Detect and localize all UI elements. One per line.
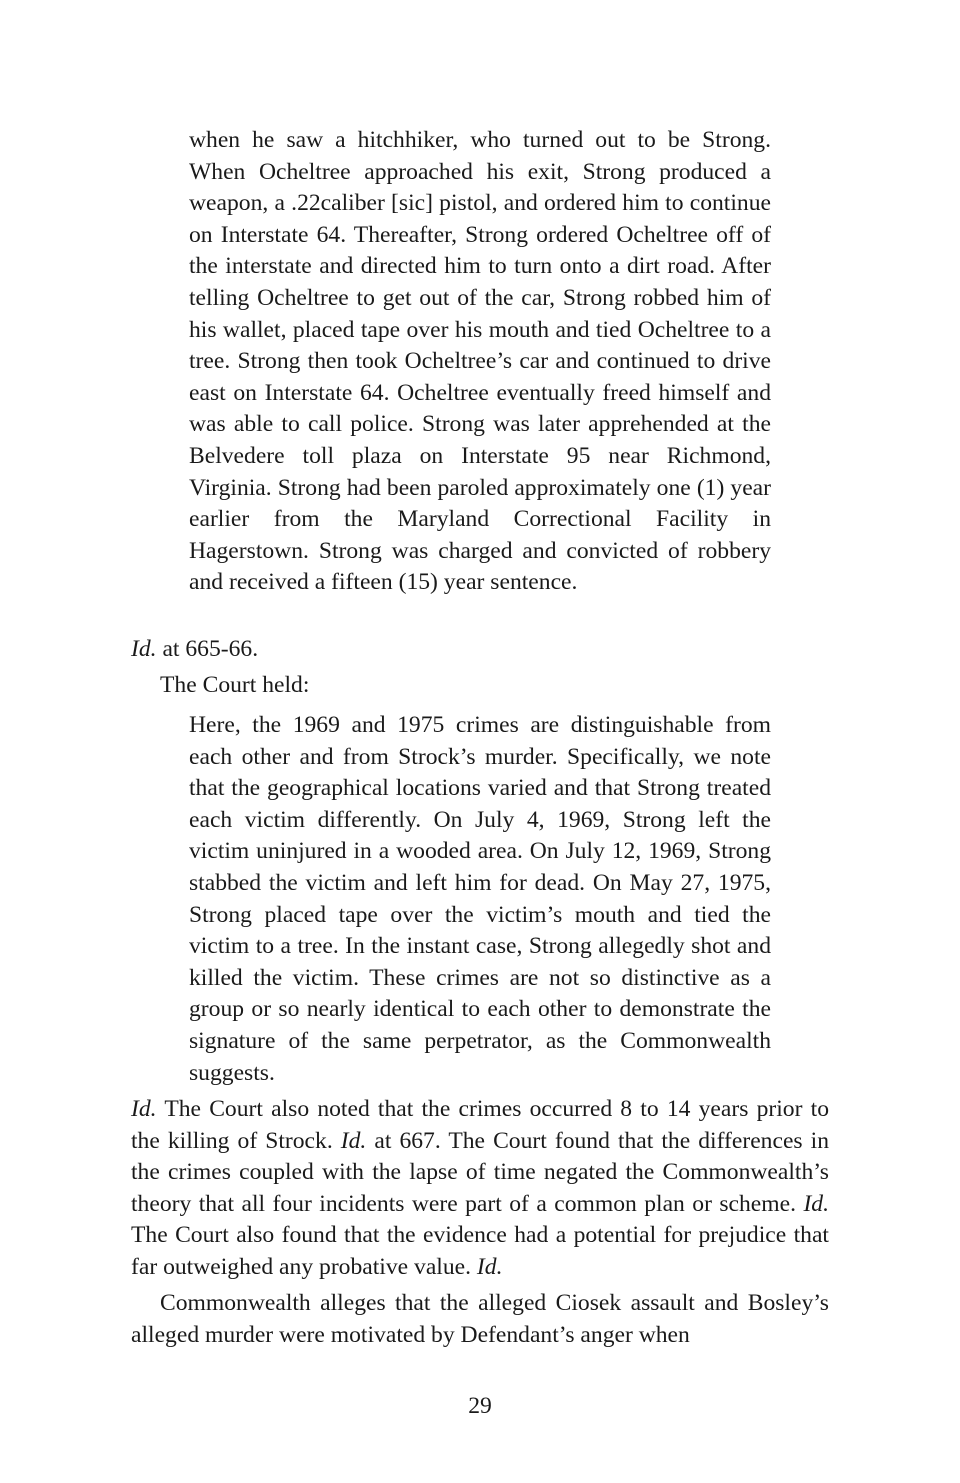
- citation-pages: at 665-66.: [156, 636, 259, 662]
- citation-line: [131, 634, 258, 666]
- court-held-intro: The Court held:: [160, 672, 310, 698]
- body-paragraph-commonwealth: Commonwealth alleges that the alleged Ciosek assault and Bosley’s alleged murder were motivated by Defendant’s anger when: [131, 1290, 829, 1348]
- paragraph-text: The Court also found that the evidence had a potential for prejudice that far outweighed any probative value.: [131, 1222, 829, 1280]
- citation-id: Id.: [340, 1127, 367, 1154]
- body-paragraph-court-findings: [131, 1094, 829, 1284]
- paragraph-text: The Court also noted that the crimes occurred 8 to 14 years prior to the killing of Strock.: [131, 1096, 829, 1154]
- block-quote-ocheltree: when he saw a hitchhiker, who turned out to be Strong. When Ocheltree approached his exit, Strong produced a weapon, a .22caliber [sic] pistol, and ordered him to continue on Interstate 64. Thereafter, Strong ordered Ocheltree off of the interstate and directed him to turn onto a dirt road. After telling Ocheltree to get out of the car, Strong robbed him of his wallet, placed tape over his mouth and tied Ocheltree to a tree. Strong then took Ocheltree’s car and continued to drive east on Interstate 64. Ocheltree eventually freed himself and was able to call police. Strong was later apprehended at the Belvedere toll plaza on Interstate 95 near Richmond, Virginia. Strong had been paroled approximately one (1) year earlier from the Maryland Correctional Facility in Hagerstown. Strong was charged and convicted of robbery and received a fifteen (15) year sentence.: [189, 127, 771, 596]
- citation-id: Id.: [803, 1190, 829, 1217]
- page-number: 29: [468, 1393, 492, 1419]
- citation-id: Id.: [131, 636, 157, 662]
- block-quote-court-holding: Here, the 1969 and 1975 crimes are distinguishable from each other and from Strock’s murder. Specifically, we note that the geographical locations varied and that Strong treated each victim differently. On July 4, 1969, Strong left the victim uninjured in a wooded area. On July 12, 1969, Strong stabbed the victim and left him for dead. On May 27, 1975, Strong placed tape over the victim’s mouth and tied the victim to a tree. In the instant case, Strong allegedly shot and killed the victim. These crimes are not so distinctive as a group or so nearly identical to each other to demonstrate the signature of the same perpetrator, as the Commonwealth suggests.: [189, 712, 771, 1086]
- citation-id: Id.: [131, 1096, 157, 1122]
- citation-id: Id.: [476, 1253, 503, 1280]
- paragraph-text: at 667. The Court found that the differences in the crimes coupled with the lapse of time negated the Commonwealth’s theory that all four incidents were part of a common plan or scheme.: [131, 1127, 829, 1217]
